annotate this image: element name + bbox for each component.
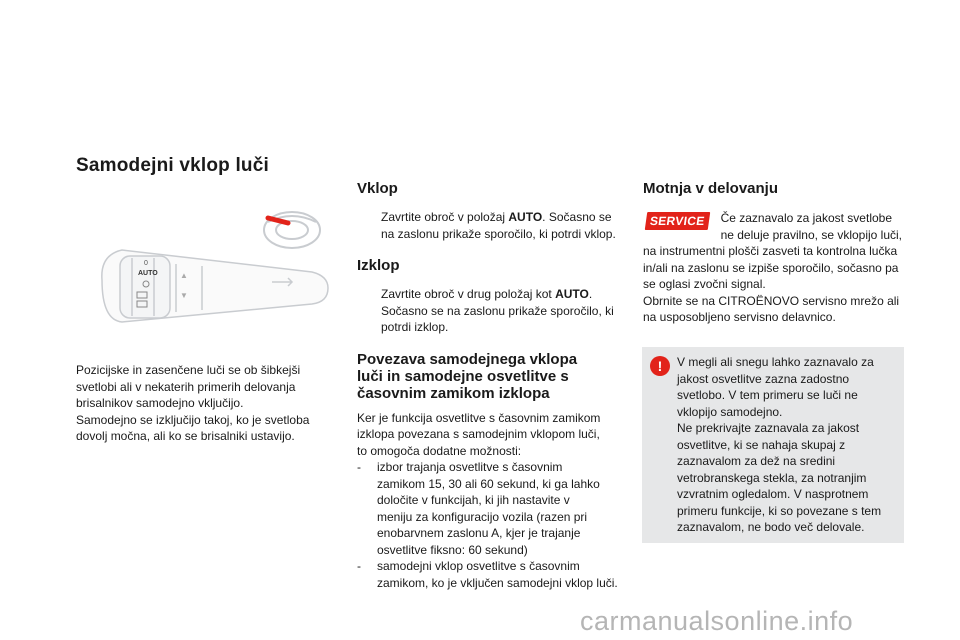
warning-box (642, 347, 904, 543)
vklop-heading: Vklop (357, 180, 398, 197)
motnja-body: SERVICE Če zaznavalo za jakost svetlobe ne deluje pravilno, se vklopijo luči, na instrumentni plošči zasveti ta kontrolna lučka in/ali na zaslonu se izpiše sporočilo, sočasno pa se oglasi zvočni signal. Obrnite se na CITROËNOVO servisno mrežo ali na usposobljeno servisno delavnico. (643, 211, 903, 324)
bullet-icon (357, 286, 381, 336)
povezava-heading: Povezava samodejnega vklopa luči in samodejne osvetlitve s časovnim zamikom izklopa (357, 350, 578, 402)
intro-paragraph: Pozicijske in zasenčene luči se ob šibkejši svetlobi ali v nekaterih primerih delovanja brisalnikov samodejno vključijo. Samodejno se izključijo takoj, ko je svetloba dovolj močna, ali ko se brisalniki ustavijo. (76, 363, 310, 443)
svg-text:▲: ▲ (180, 271, 188, 280)
light-stalk-icon (102, 250, 328, 322)
light-stalk-illustration (92, 200, 342, 328)
svg-text:AUTO: AUTO (138, 270, 158, 277)
page-title: Samodejni vklop luči (76, 155, 269, 176)
warning-icon: ! (650, 356, 670, 376)
izklop-bullet: Zavrtite obroč v drug položaj kot AUTO. Sočasno se na zaslonu prikaže sporočilo, ki potrdi izklop. (357, 286, 627, 336)
column-right (643, 180, 905, 326)
service-warning-icon: SERVICE (645, 212, 710, 230)
motnja-heading: Motnja v delovanju (643, 180, 779, 197)
list-item: - samodejni vklop osvetlitve s časovnim zamikom, ko je vključen samodejni vklop luči. (357, 559, 618, 590)
list-item: - izbor trajanja osvetlitve s časovnim zamikom 15, 30 ali 60 sekund, ki ga lahko določite v funkcijah, ki jih nastavite v meniju za konfiguracijo vozila (razen pri enobarvnem zaslonu A, kjer je trajanje osvetlitve fiksno: 60 sekund) (357, 460, 600, 557)
svg-text:0: 0 (144, 260, 148, 267)
stalk-highlight-icon (268, 218, 288, 223)
izklop-heading: Izklop (357, 257, 400, 274)
warning-text: V megli ali snegu lahko zaznavalo za jakost osvetlitve zazna zadostno svetlobo. V tem primeru se luči ne vklopijo samodejno. Ne prekrivajte zaznavala za jakost osvetlitve, ki se nahaja skupaj z zaznavalom za dež na sredini vetrobranskega stekla, za notranjim vzvratnim ogledalom. V nasprotnem primeru funkcije, ki so povezane s tem zaznavalom, ne bodo več delovale. (677, 355, 882, 534)
svg-text:▼: ▼ (180, 291, 188, 300)
povezava-intro: Ker je funkcija osvetlitve s časovnim zamikom izklopa povezana s samodejnim vklopom luči, to omogoča dodatne možnosti: (357, 410, 601, 458)
watermark: carmanualsonline.info (580, 606, 854, 636)
column-middle (357, 180, 627, 591)
vklop-bullet: Zavrtite obroč v položaj AUTO. Sočasno se na zaslonu prikaže sporočilo, ki potrdi vklop. (357, 209, 627, 242)
bullet-icon (357, 209, 381, 242)
